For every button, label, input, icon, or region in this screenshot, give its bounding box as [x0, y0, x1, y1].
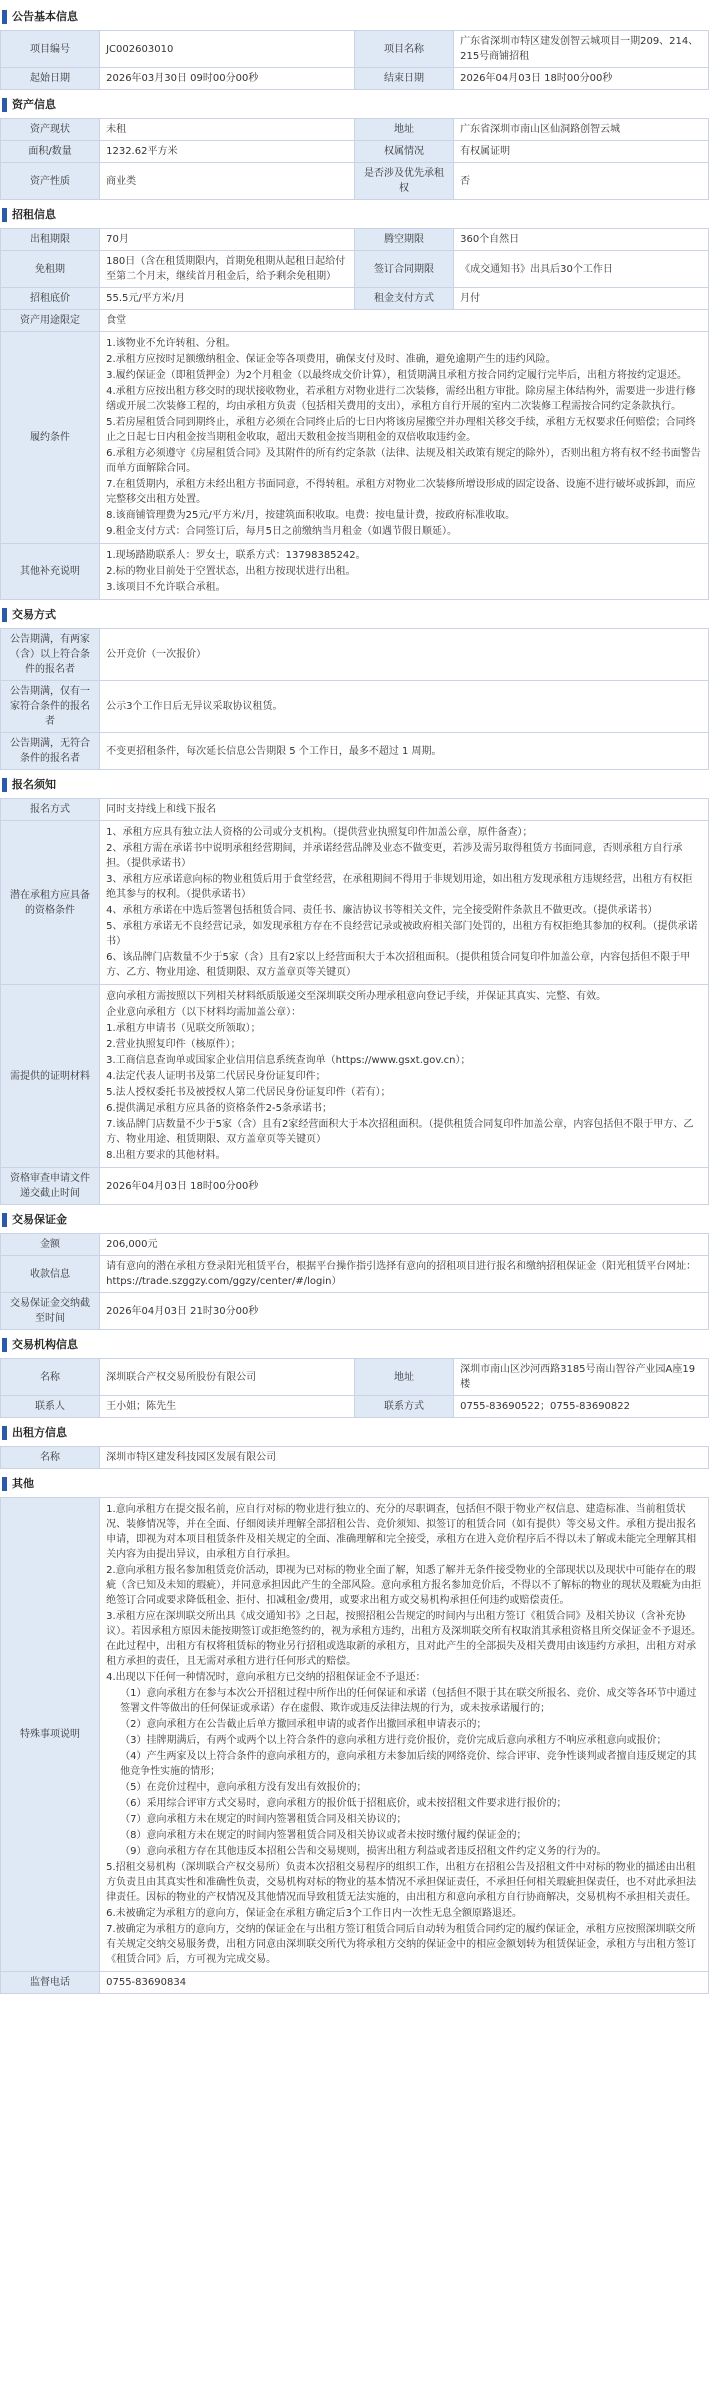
free-period-value: 180日（含在租赁期限内，首期免租期从起租日起给付至第二个月末，继续首月租金后，给予剩余免租期）	[100, 251, 355, 288]
note-line: 2.标的物业目前处于空置状态，出租方按现状进行出租。	[106, 566, 356, 577]
payment-label: 租金支付方式	[354, 288, 453, 310]
qualification-line: 2、承租方需在承诺书中说明承租经营期间，并承诺经营品牌及业态不做变更，若涉及需另取得租赁方书面同意，否则承租方自行承担。（提供承诺书）	[106, 843, 683, 869]
payee-info-label: 收款信息	[1, 1256, 100, 1293]
section-title: 交易方式	[12, 607, 56, 621]
special-line: 6.未被确定为承租方的意向方，保证金在承租方确定后3个工作日内一次性无息全额原路退还。	[106, 1908, 523, 1919]
special-line: 7.被确定为承租方的意向方，交纳的保证金在与出租方签订租赁合同后自动转为租赁合同约定的履约保证金，承租方应按照深圳联交所有关规定交纳交易服务费，出租方同意由深圳联交所代为将承租方交纳的保证金中的相应金额划转为租赁保证金，承租方与出租方签订《租赁合同》后，方可视为完成交易。	[106, 1924, 697, 1965]
reg-mode-label: 报名方式	[1, 799, 100, 821]
sign-deadline-label: 签订合同期限	[354, 251, 453, 288]
document-line: 3.工商信息查询单或国家企业信用信息系统查询单（https://www.gsxt.gov.cn）；	[106, 1055, 471, 1066]
special-line: （3）挂牌期满后，有两个或两个以上符合条件的意向承租方进行竞价报价，竞价完成后意向承租方不响应承租意向或报价；	[120, 1735, 667, 1746]
use-limit-value: 食堂	[100, 310, 709, 332]
section-header-trade-method	[0, 604, 709, 626]
other-notes-value	[100, 544, 709, 600]
area-value: 1232.62平方米	[100, 141, 355, 163]
deliver-label: 腾空期限	[354, 229, 453, 251]
special-line: 4.出现以下任何一种情况时，意向承租方已交纳的招租保证金不予退还：	[106, 1672, 426, 1683]
special-line: 5.招租交易机构（深圳联合产权交易所）负责本次招租交易程序的组织工作，出租方在招租公告及招租文件中对标的物业的描述由出租方负责且由其真实性和准确性负责，交易机构对标的物业的基本情况不承担保证责任，不承担任何相关瑕疵担保责任，也不对此承担法律责任。因标的物业的产权情况及其他情况而导致租赁无法实施的，由出租方和意向承租方自行协商解决，交易机构不承担相关责任。	[106, 1862, 697, 1903]
section-marker	[2, 1213, 7, 1227]
section-header-basic	[0, 6, 709, 28]
item-name-value: 广东省深圳市特区建发创智云城项目一期209、214、215号商铺招租	[454, 31, 709, 68]
conditions-value	[100, 332, 709, 544]
address-value: 广东省深圳市南山区仙洞路创智云城	[454, 119, 709, 141]
start-date-value: 2026年03月30日 09时00分00秒	[100, 68, 355, 90]
document-line: 意向承租方需按照以下列相关材料纸质版递交至深圳联交所办理承租意向登记手续，并保证其真实、完整、有效。	[106, 991, 607, 1002]
special-line: （9）意向承租方存在其他违反本招租公告和交易规则，损害出租方利益或者违反招租文件约定义务的行为的。	[120, 1846, 607, 1857]
qualification-line: 3、承租方应承诺意向标的物业租赁后用于食堂经营，在承租期间不得用于非规划用途，如出租方发现承租方违规经营，出租方有权拒绝其参与的权利。（提供承诺书）	[106, 874, 693, 900]
document-line: 8.出租方要求的其他材料。	[106, 1150, 226, 1161]
condition-line: 6.承租方必须遵守《房屋租赁合同》及其附件的所有约定条款（法律、法规及相关政策有规定的除外），否则出租方将有权不经书面警告而单方面解除合同。	[106, 448, 701, 474]
use-limit-label: 资产用途限定	[1, 310, 100, 332]
item-no-label: 项目编号	[1, 31, 100, 68]
condition-line: 3.履约保证金（即租赁押金）为2个月租金（以最终成交价计算），租赁期满且承租方按合同约定履行完毕后，出租方将按约定退还。	[106, 370, 688, 381]
qualification-line: 1、承租方应具有独立法人资格的公司或分支机构。（提供营业执照复印件加盖公章，原件备查）；	[106, 827, 533, 838]
special-line: （2）意向承租方在公告截止后单方撤回承租申请的或者作出撤回承租申请表示的；	[120, 1719, 487, 1730]
qualification-line: 4、承租方承诺在中选后签署包括租赁合同、责任书、廉洁协议书等相关文件，完全接受附件条款且不做更改。（提供承诺书）	[106, 905, 658, 916]
two-bidders-value: 公开竞价（一次报价）	[100, 629, 709, 681]
conditions-label: 履约条件	[1, 332, 100, 544]
section-title: 出租方信息	[12, 1425, 67, 1439]
base-price-label: 招租底价	[1, 288, 100, 310]
contact-phone-label: 联系方式	[354, 1396, 453, 1418]
special-line: （7）意向承租方未在规定的时间内签署租赁合同及相关协议的；	[120, 1814, 407, 1825]
special-line: 2.意向承租方报名参加租赁竞价活动，即视为已对标的物业全面了解，知悉了解并无条件接受物业的全部现状以及现状中可能存在的瑕疵（含已知及未知的瑕疵），并同意承担因此产生的全部风险。意向承租方报名参加竞价后，不得以不了解标的物业的现状及瑕疵为由拒绝签订合同或要求降低租金、拒付、扣减租金/费用，或要求出租方或交易机构承担任何违约或赔偿责任。	[106, 1565, 702, 1606]
deposit-table	[0, 1233, 709, 1330]
lease-term-value: 70月	[100, 229, 355, 251]
section-header-lessor	[0, 1422, 709, 1444]
section-marker	[2, 208, 7, 222]
deposit-amount-value: 206,000元	[100, 1234, 709, 1256]
condition-line: 5.若房屋租赁合同到期终止，承租方必须在合同终止后的七日内将该房屋搬空并办理相关移交手续，承租方无权要求任何赔偿；合同终止之日起七日内租金按当期租金收取，超出天数租金按当期租金的双倍收取违约金。	[106, 417, 696, 443]
preemptive-value: 否	[454, 163, 709, 200]
note-line: 1.现场踏勘联系人：罗女士，联系方式：13798385242。	[106, 550, 366, 561]
trade-method-table	[0, 628, 709, 770]
special-line: （8）意向承租方未在规定的时间内签署租赁合同及相关协议或者未按时缴付履约保证金的；	[120, 1830, 527, 1841]
special-line: （5）在竞价过程中，意向承租方没有发出有效报价的；	[120, 1782, 367, 1793]
document-line: 企业意向承租方（以下材料均需加盖公章）：	[106, 1007, 302, 1018]
asset-info-table	[0, 118, 709, 200]
agency-address-value: 深圳市南山区沙河西路3185号南山智谷产业园A座19楼	[454, 1359, 709, 1396]
agency-name-value: 深圳联合产权交易所股份有限公司	[100, 1359, 355, 1396]
sign-deadline-value: 《成交通知书》出具后30个工作日	[454, 251, 709, 288]
asset-type-label: 资产性质	[1, 163, 100, 200]
hotline-label: 监督电话	[1, 1972, 100, 1994]
condition-line: 2.承租方应按时足额缴纳租金、保证金等各项费用，确保支付及时、准确，避免逾期产生的违约风险。	[106, 354, 556, 365]
item-name-label: 项目名称	[354, 31, 453, 68]
condition-line: 9.租金支付方式：合同签订后，每月5日之前缴纳当月租金（如遇节假日顺延）。	[106, 526, 458, 537]
deposit-deadline-value: 2026年04月03日 21时30分00秒	[100, 1293, 709, 1330]
condition-line: 1.该物业不允许转租、分租。	[106, 338, 236, 349]
deposit-deadline-label: 交易保证金交纳截至时间	[1, 1293, 100, 1330]
special-notes-label: 特殊事项说明	[1, 1498, 100, 1972]
agency-name-label: 名称	[1, 1359, 100, 1396]
section-header-deposit	[0, 1209, 709, 1231]
section-marker	[2, 10, 7, 24]
document-line: 2.营业执照复印件（核原件）；	[106, 1039, 241, 1050]
document-line: 5.法人授权委托书及被授权人第二代居民身份证复印件（若有）；	[106, 1087, 391, 1098]
item-no-value: JC002603010	[100, 31, 355, 68]
special-notes-value	[100, 1498, 709, 1972]
base-price-value: 55.5元/平方米/月	[100, 288, 355, 310]
agency-address-label: 地址	[354, 1359, 453, 1396]
asset-status-label: 资产现状	[1, 119, 100, 141]
condition-line: 4.承租方应按出租方移交时的现状接收物业，若承租方对物业进行二次装修，需经出租方审批。除房屋主体结构外，需要进一步进行修缮或开展二次装修工程的，均由承租方负责（包括相关费用的支出），承租方自行开展的室内二次装修工程需按合同约定条款执行。	[106, 386, 696, 412]
special-line: 1.意向承租方在提交报名前，应自行对标的物业进行独立的、充分的尽职调查，包括但不限于物业产权信息、建造标准、当前租赁状况、装修情况等，并在全面、仔细阅读并理解全部招租公告、竞价须知、拟签订的租赁合同（如有提供）等交易文件。承租方提出报名申请，即视为对本项目租赁条件及相关规定的全面、准确理解和完全接受，承租方在进入竞价程序后不得以未了解或未能完全理解其相关内容为由提出异议，由承租方自行承担。	[106, 1504, 697, 1560]
section-header-other	[0, 1473, 709, 1495]
special-line: 3.承租方应在深圳联交所出具《成交通知书》之日起，按照招租公告规定的时间内与出租方签订《租赁合同》及相关协议（含补充协议）。若因承租方原因未能按期签订或拒绝签约的，视为承租方违约，出租方及深圳联交所有权取消其承租资格且所交保证金不予退还。在此过程中，出租方有权将租赁标的物业另行招租或选取新的承租方，且对此产生的全部损失及相关费用由该违约方承担，出租方对承租方承担的责任，且无需对承租方进行任何形式的赔偿。	[106, 1611, 702, 1667]
document-line: 6.提供满足承租方应具备的资格条件2-5条承诺书；	[106, 1103, 332, 1114]
address-label: 地址	[354, 119, 453, 141]
end-date-value: 2026年04月03日 18时00分00秒	[454, 68, 709, 90]
section-title: 交易保证金	[12, 1212, 67, 1226]
hotline-value: 0755-83690834	[100, 1972, 709, 1994]
section-title: 其他	[12, 1476, 34, 1490]
payment-value: 月付	[454, 288, 709, 310]
condition-line: 7.在租赁期内，承租方未经出租方书面同意，不得转租。承租方对物业二次装修所增设形成的固定设备、设施不进行破坏或拆卸，而应完整移交出租方处置。	[106, 479, 696, 505]
other-notes-label: 其他补充说明	[1, 544, 100, 600]
qualification-line: 5、承租方承诺无不良经营记录，如发现承租方存在不良经营记录或被政府相关部门处罚的，出租方有权拒绝其参加的权利。（提供承诺书）	[106, 921, 698, 947]
documents-label: 需提供的证明材料	[1, 985, 100, 1168]
payee-info-value: 请有意向的潜在承租方登录阳光租赁平台，根据平台操作指引选择有意向的招租项目进行报名和缴纳招租保证金（阳光租赁平台网址：https://trade.szggzy.com/ggzy/center/#/login）	[100, 1256, 709, 1293]
submit-deadline-label: 资格审查申请文件递交截止时间	[1, 1168, 100, 1205]
lessor-table	[0, 1446, 709, 1469]
section-marker	[2, 1477, 7, 1491]
asset-status-value: 未租	[100, 119, 355, 141]
section-marker	[2, 608, 7, 622]
section-title: 资产信息	[12, 97, 56, 111]
submit-deadline-value: 2026年04月03日 18时00分00秒	[100, 1168, 709, 1205]
document-line: 4.法定代表人证明书及第二代居民身份证复印件；	[106, 1071, 326, 1082]
note-line: 3.该项目不允许联合承租。	[106, 582, 226, 593]
reg-mode-value: 同时支持线上和线下报名	[100, 799, 709, 821]
agency-table	[0, 1358, 709, 1418]
asset-type-value: 商业类	[100, 163, 355, 200]
one-bidder-value: 公示3个工作日后无异议采取协议租赁。	[100, 681, 709, 733]
free-period-label: 免租期	[1, 251, 100, 288]
section-marker	[2, 778, 7, 792]
other-table	[0, 1497, 709, 1994]
contact-person-value: 王小姐；陈先生	[100, 1396, 355, 1418]
no-bidder-value: 不变更招租条件，每次延长信息公告期限 5 个工作日，最多不超过 1 周期。	[100, 733, 709, 770]
documents-value	[100, 985, 709, 1168]
no-bidder-label: 公告期满，无符合条件的报名者	[1, 733, 100, 770]
basic-info-table	[0, 30, 709, 90]
section-title: 报名须知	[12, 777, 56, 791]
section-header-asset	[0, 94, 709, 116]
section-header-agency	[0, 1334, 709, 1356]
document-line: 7.该品牌门店数量不少于5家（含）且有2家经营面积大于本次招租面积。（提供租赁合同复印件加盖公章，内容包括但不限于甲方、乙方、物业用途、租赁期限、双方盖章页等关键页）	[106, 1119, 694, 1145]
special-line: （1）意向承租方在参与本次公开招租过程中所作出的任何保证和承诺（包括但不限于其在联交所报名、竞价、成交等各环节中通过签署文件等做出的任何保证或承诺）存在虚假、欺诈或违反法律法规的行为，或未按承诺履行的；	[120, 1688, 697, 1714]
section-marker	[2, 1338, 7, 1352]
contact-phone-value: 0755-83690522；0755-83690822	[454, 1396, 709, 1418]
deliver-value: 360个自然日	[454, 229, 709, 251]
section-marker	[2, 98, 7, 112]
start-date-label: 起始日期	[1, 68, 100, 90]
end-date-label: 结束日期	[354, 68, 453, 90]
qualification-value	[100, 821, 709, 985]
lessor-name-label: 名称	[1, 1447, 100, 1469]
two-bidders-label: 公告期满，有两家（含）以上符合条件的报名者	[1, 629, 100, 681]
section-header-registration	[0, 774, 709, 796]
rights-label: 权属情况	[354, 141, 453, 163]
contact-person-label: 联系人	[1, 1396, 100, 1418]
lessor-name-value: 深圳市特区建发科技园区发展有限公司	[100, 1447, 709, 1469]
section-title: 交易机构信息	[12, 1337, 78, 1351]
lease-info-table	[0, 228, 709, 600]
registration-table	[0, 798, 709, 1205]
preemptive-label: 是否涉及优先承租权	[354, 163, 453, 200]
section-title: 招租信息	[12, 207, 56, 221]
lease-term-label: 出租期限	[1, 229, 100, 251]
section-marker	[2, 1426, 7, 1440]
qualification-label: 潜在承租方应具备的资格条件	[1, 821, 100, 985]
special-line: （6）采用综合评审方式交易时，意向承租方的报价低于招租底价，或未按招租文件要求进行报价的；	[120, 1798, 567, 1809]
section-title: 公告基本信息	[12, 9, 78, 23]
special-line: （4）产生两家及以上符合条件的意向承租方的，意向承租方未参加后续的网络竞价、综合评审、竞争性谈判或者擅自违反规定的其他竞争性实施的情形；	[120, 1751, 697, 1777]
document-line: 1.承租方申请书（见联交所领取）；	[106, 1023, 261, 1034]
one-bidder-label: 公告期满，仅有一家符合条件的报名者	[1, 681, 100, 733]
condition-line: 8.该商铺管理费为25元/平方米/月，按建筑面积收取。电费：按电量计费，按政府标准收取。	[106, 510, 516, 521]
rights-value: 有权属证明	[454, 141, 709, 163]
qualification-line: 6、该品牌门店数量不少于5家（含）且有2家以上经营面积大于本次招租面积。（提供租赁合同复印件加盖公章，内容包括但不限于甲方、乙方、物业用途、租赁期限、双方盖章页等关键页）	[106, 952, 691, 978]
area-label: 面积/数量	[1, 141, 100, 163]
deposit-amount-label: 金额	[1, 1234, 100, 1256]
section-header-lease	[0, 204, 709, 226]
